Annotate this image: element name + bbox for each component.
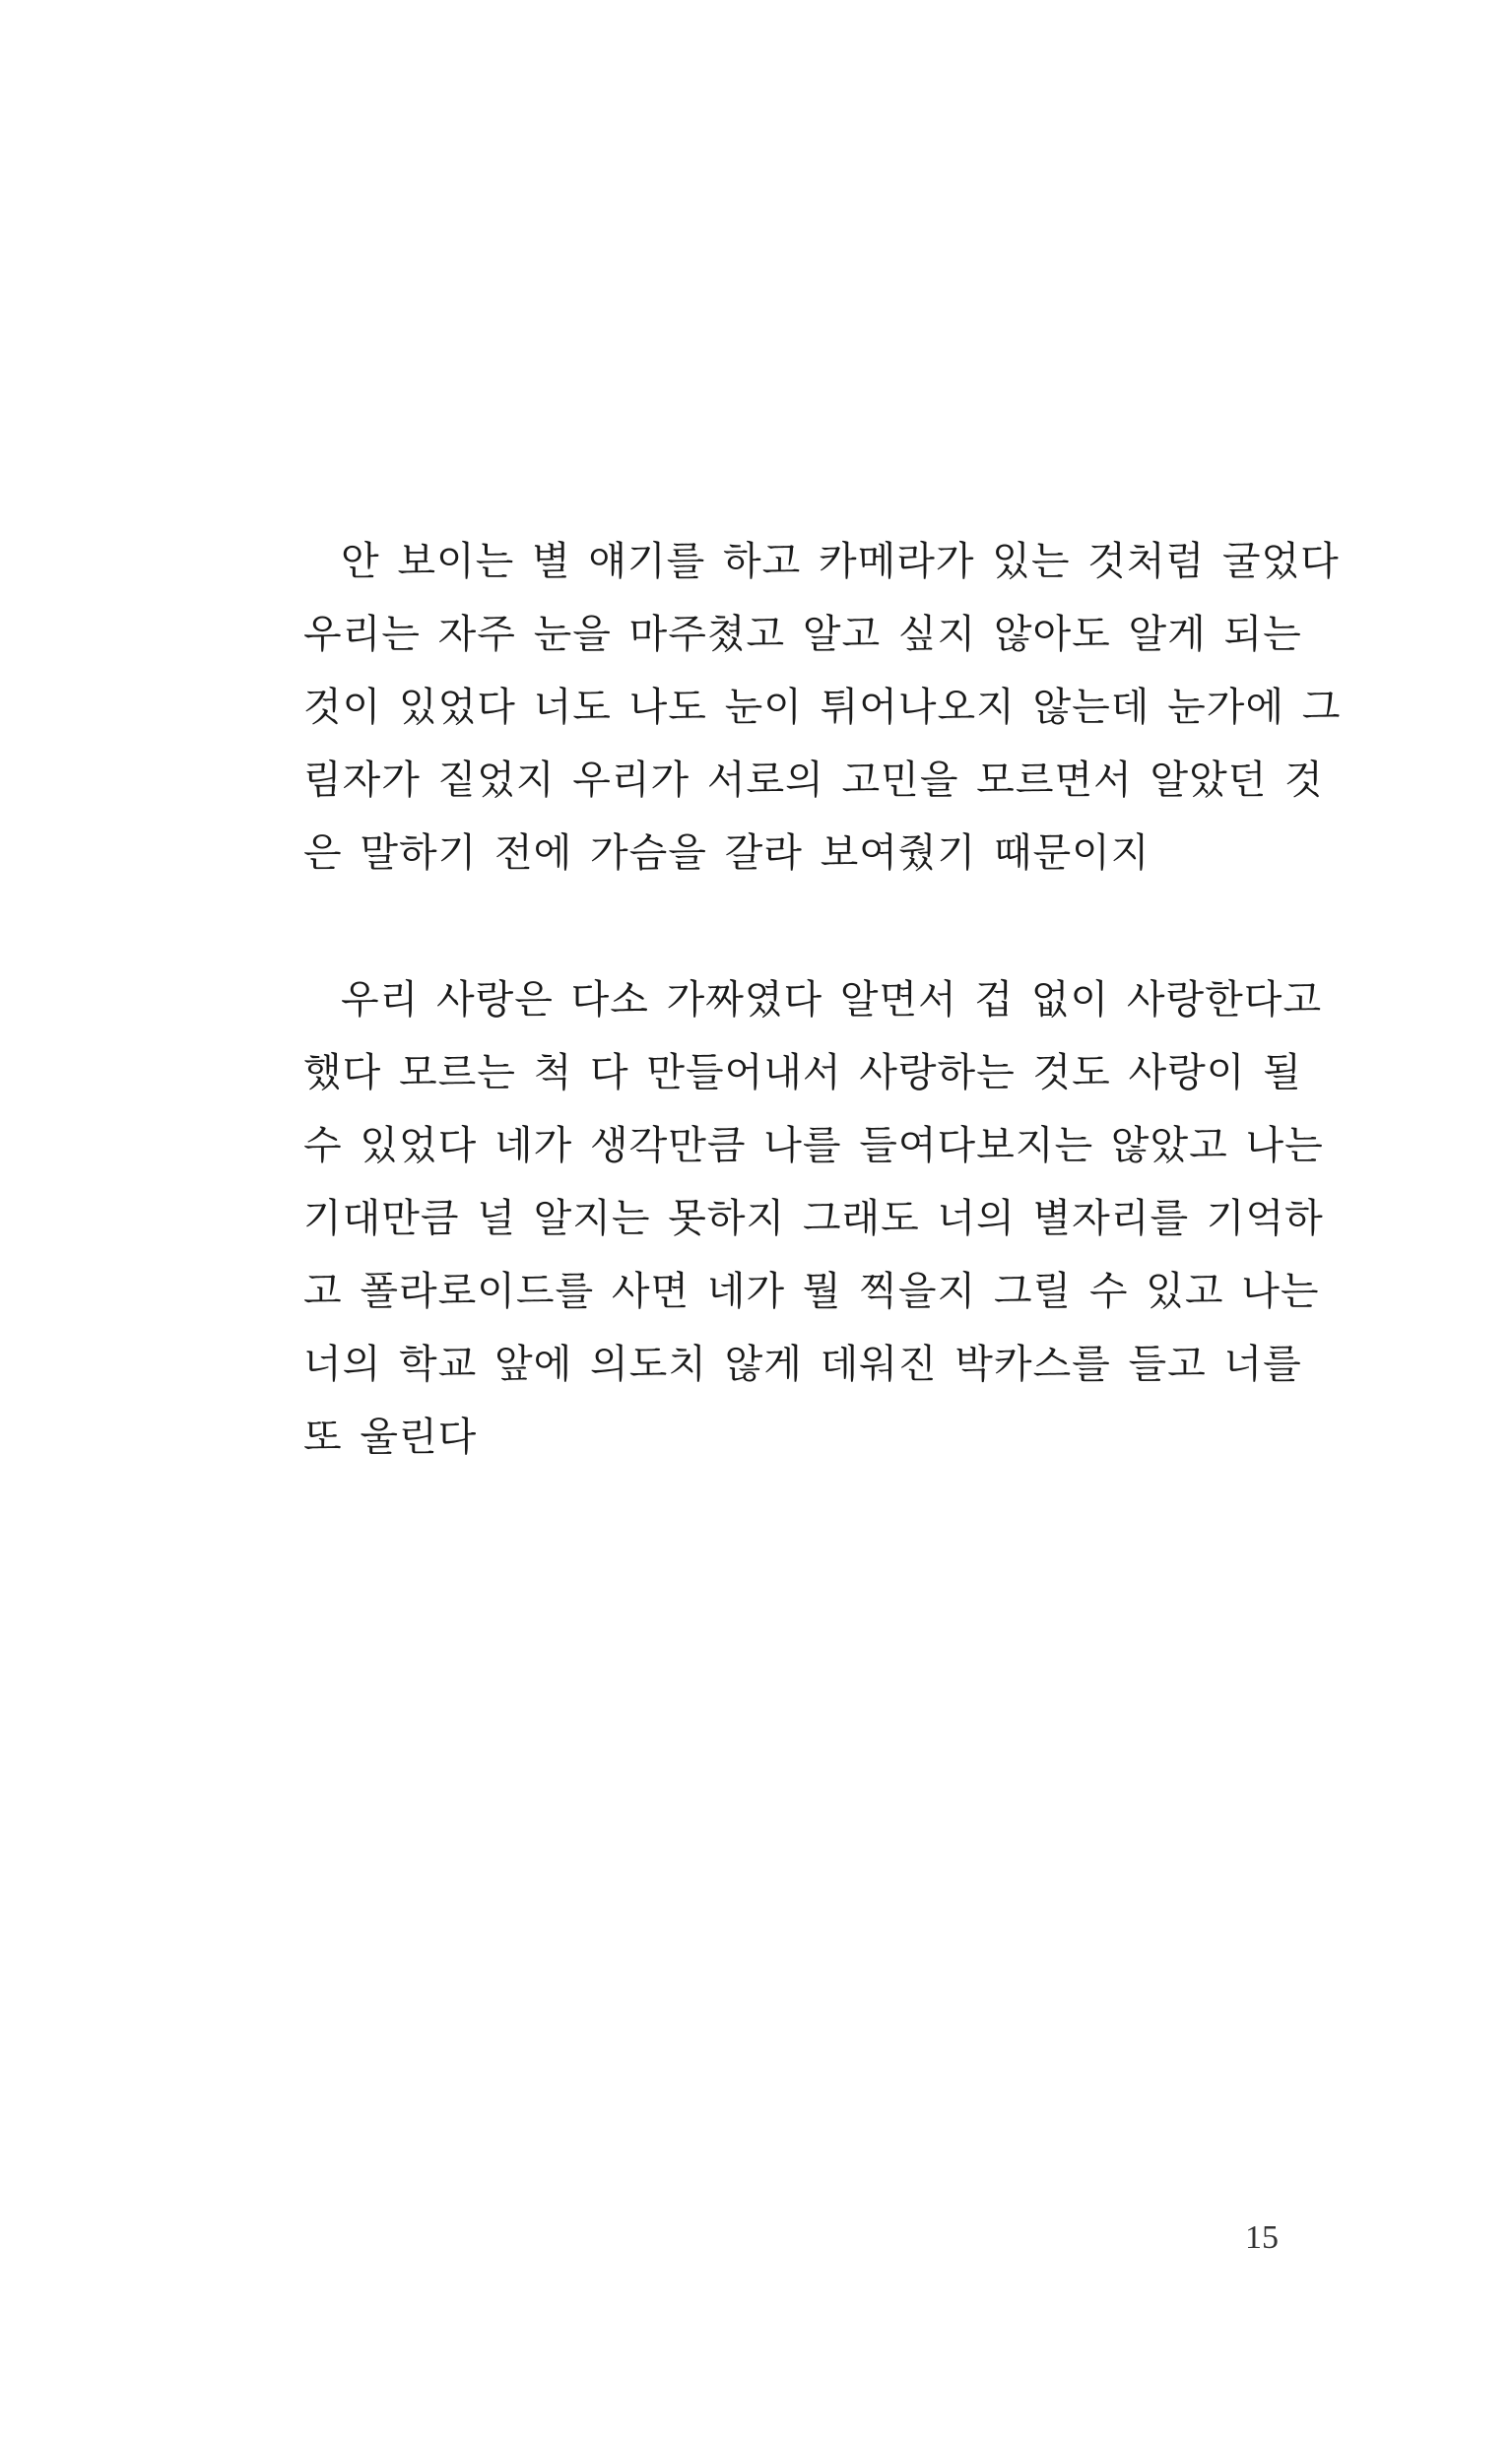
paragraph-1 (303, 525, 1342, 890)
paragraph-1-line-4: 림자가 짙었지 우리가 서로의 고민을 모르면서 알았던 것 (303, 758, 1324, 803)
paragraph-1-line-5: 은 말하기 전에 가슴을 갈라 보여줬기 때문이지 (303, 830, 1150, 876)
paragraph-2-line-6: 너의 학교 앞에 의도치 않게 데워진 박카스를 들고 너를 (303, 1342, 1302, 1387)
paragraph-2-line-3: 수 있었다 네가 생각만큼 나를 들여다보지는 않았고 나는 (303, 1123, 1324, 1168)
paragraph-2 (303, 963, 1324, 1474)
paragraph-2-line-2: 했다 모르는 척 다 만들어내서 사랑하는 것도 사랑이 될 (303, 1050, 1302, 1095)
paragraph-2-line-4: 기대만큼 널 알지는 못하지 그래도 너의 별자리를 기억하 (303, 1196, 1324, 1241)
paragraph-1-line-3: 것이 있었다 너도 나도 눈이 튀어나오지 않는데 눈가에 그 (303, 685, 1342, 730)
paragraph-2-line-7: 또 울린다 (303, 1415, 478, 1460)
paragraph-2-line-5: 고 폴라로이드를 사면 네가 뭘 찍을지 그릴 수 있고 나는 (303, 1269, 1320, 1314)
paragraph-1-line-2: 우리는 자주 눈을 마주쳤고 알고 싶지 않아도 알게 되는 (303, 612, 1302, 657)
page-number: 15 (1245, 2219, 1279, 2256)
paragraph-1-line-1: 안 보이는 별 얘기를 하고 카메라가 있는 것처럼 굴었다 (341, 539, 1340, 584)
paragraph-2-line-1: 우리 사랑은 다소 가짜였다 알면서 겁 없이 사랑한다고 (341, 977, 1323, 1023)
